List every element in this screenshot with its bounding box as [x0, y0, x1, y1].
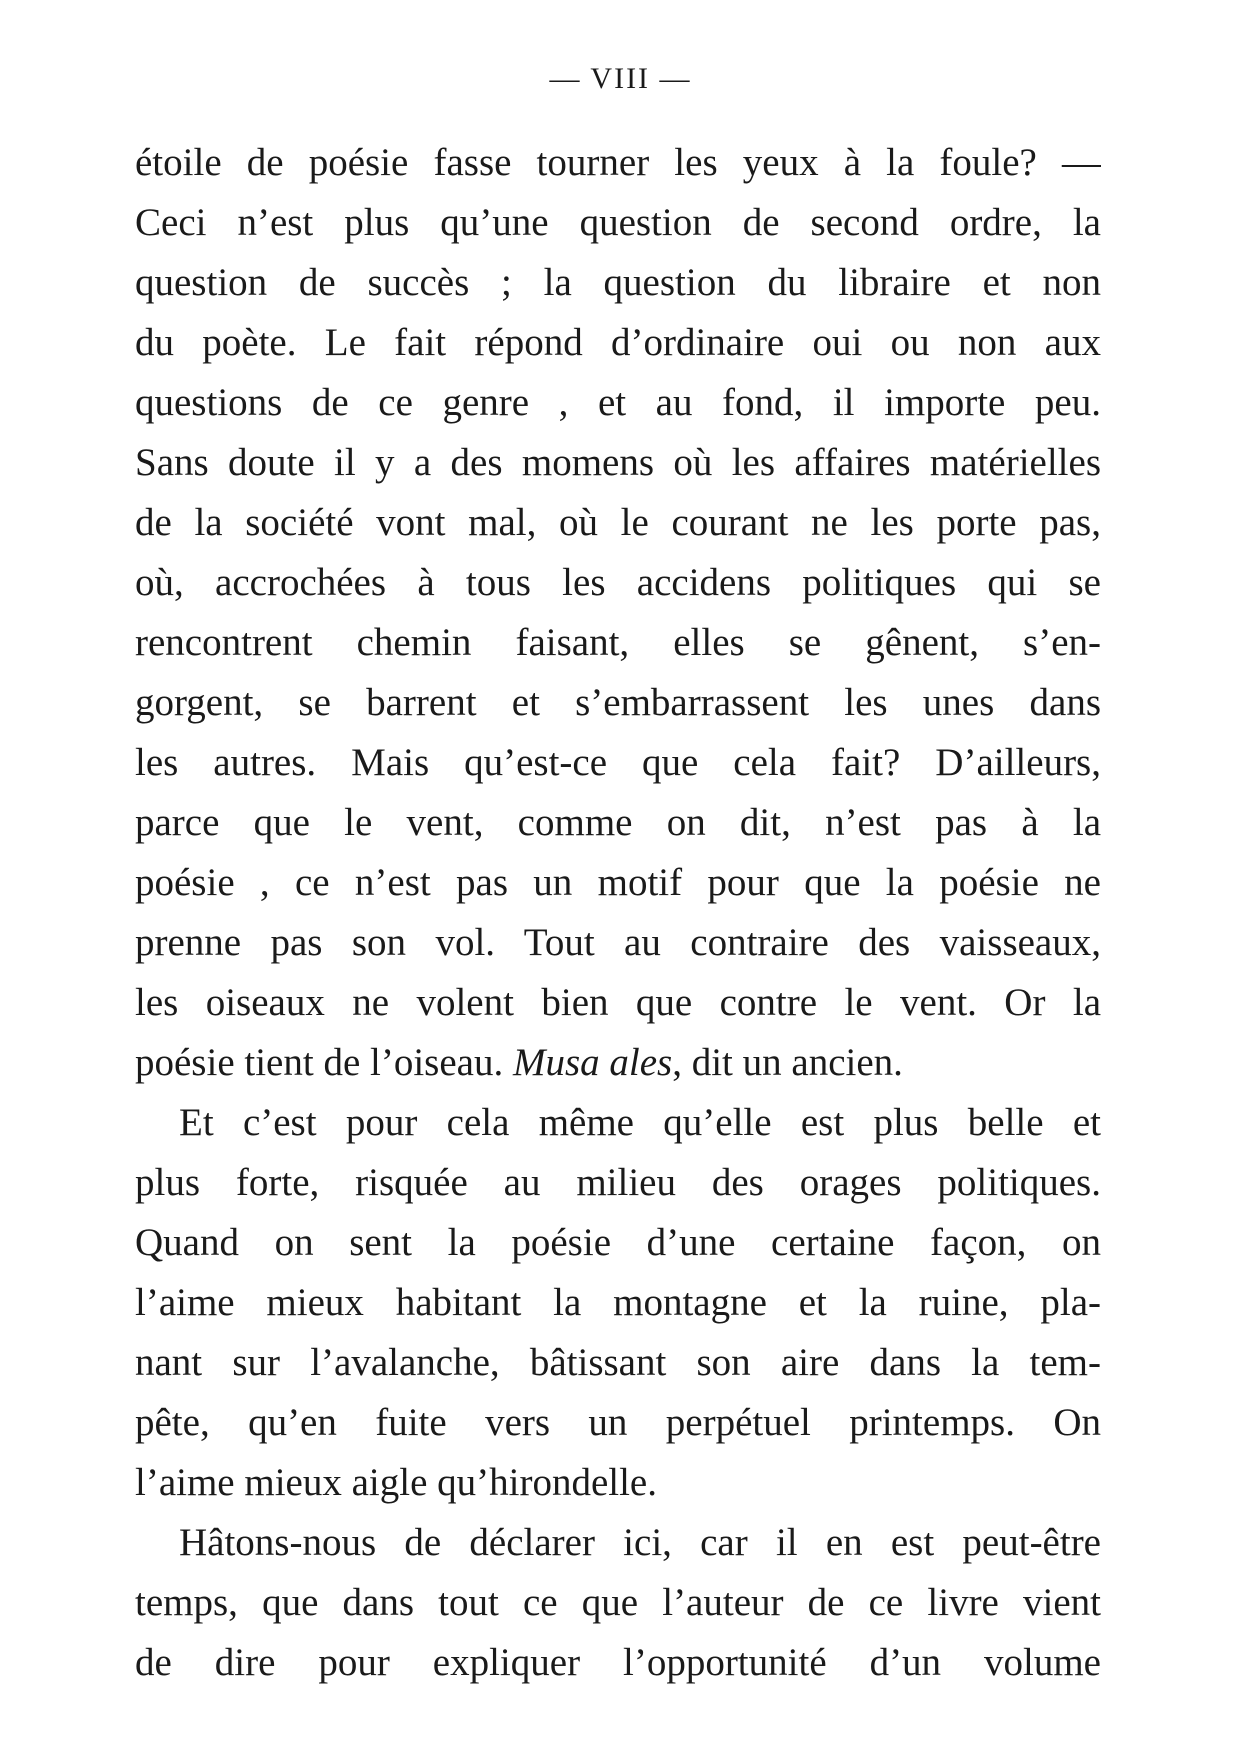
text-line: gorgent, se barrent et s’embarrassent les unes dans: [135, 681, 1101, 724]
mixed-text-before: poésie tient de l’oiseau.: [135, 1041, 513, 1084]
text-line: question de succès ; la question du libraire et non: [135, 261, 1101, 304]
text-line: du poète. Le fait répond d’ordinaire oui ou non aux: [135, 321, 1101, 364]
text-line: Ceci n’est plus qu’une question de second ordre, la: [135, 201, 1101, 244]
text-line: nant sur l’avalanche, bâtissant son aire dans la tem-: [135, 1341, 1101, 1384]
text-line: Quand on sent la poésie d’une certaine façon, on: [135, 1221, 1101, 1264]
page-number: — VIII —: [549, 62, 692, 95]
mixed-text-after: , dit un ancien.: [672, 1041, 903, 1084]
text-line: l’aime mieux habitant la montagne et la ruine, pla-: [135, 1281, 1101, 1324]
text-line: temps, que dans tout ce que l’auteur de ce livre vient: [135, 1581, 1101, 1624]
text-line: de dire pour expliquer l’opportunité d’un volume: [135, 1641, 1101, 1684]
text-line-mixed: [135, 1033, 1101, 1093]
paragraph-end: l’aime mieux aigle qu’hirondelle.: [135, 1461, 657, 1504]
text-line: pête, qu’en fuite vers un perpétuel printemps. On: [135, 1401, 1101, 1444]
text-line: les autres. Mais qu’est-ce que cela fait? D’ailleurs,: [135, 741, 1101, 784]
text-line: questions de ce genre , et au fond, il importe peu.: [135, 381, 1101, 424]
text-line: où, accrochées à tous les accidens politiques qui se: [135, 561, 1101, 604]
text-line: rencontrent chemin faisant, elles se gênent, s’en-: [135, 621, 1101, 664]
text-line: de la société vont mal, où le courant ne les porte pas,: [135, 501, 1101, 544]
text-line: plus forte, risquée au milieu des orages politiques.: [135, 1161, 1101, 1204]
body-text: [135, 133, 1101, 1693]
italic-quote: Musa ales: [512, 1041, 673, 1084]
text-line: étoile de poésie fasse tourner les yeux à la foule? —: [135, 141, 1101, 184]
paragraph-start: Et c’est pour cela même qu’elle est plus belle et: [179, 1101, 1101, 1144]
text-line: prenne pas son vol. Tout au contraire des vaisseaux,: [135, 921, 1101, 964]
text-line: les oiseaux ne volent bien que contre le vent. Or la: [135, 981, 1101, 1024]
text-line: parce que le vent, comme on dit, n’est pas à la: [135, 801, 1101, 844]
text-line: poésie , ce n’est pas un motif pour que la poésie ne: [135, 861, 1101, 904]
paragraph-start: Hâtons-nous de déclarer ici, car il en est peut-être: [179, 1521, 1101, 1564]
text-line: Sans doute il y a des momens où les affaires matérielles: [135, 441, 1101, 484]
